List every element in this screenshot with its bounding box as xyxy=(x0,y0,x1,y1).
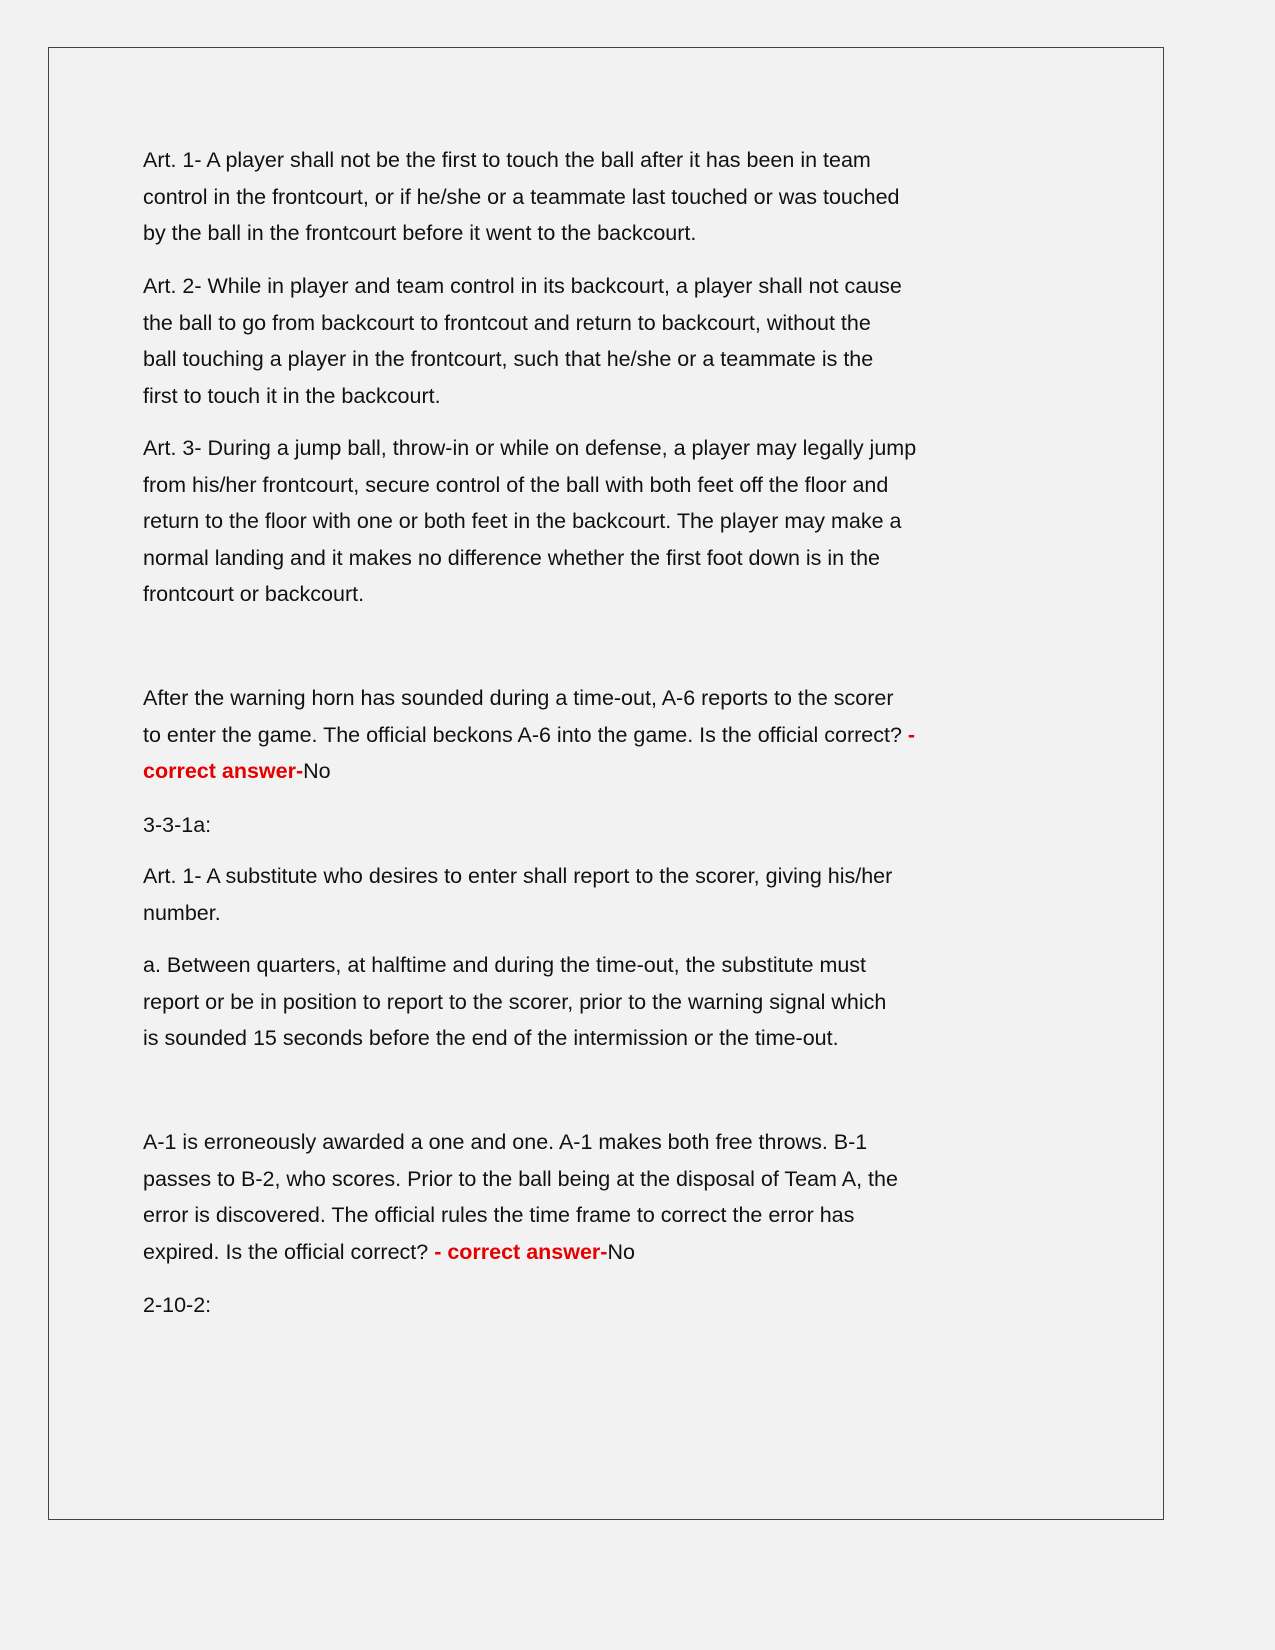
text-line: A-1 is erroneously awarded a one and one. A-1 makes both free throws. B-1 xyxy=(143,1130,868,1154)
text-line: first to touch it in the backcourt. xyxy=(143,383,441,408)
article-1a-substitute xyxy=(143,947,886,1057)
question-text: expired. Is the official correct? xyxy=(143,1239,435,1264)
text-line: number. xyxy=(143,900,221,925)
text-line xyxy=(143,1234,898,1271)
text-line: a. Between quarters, at halftime and during the time-out, the substitute must xyxy=(143,953,867,977)
text-line: After the warning horn has sounded during a time-out, A-6 reports to the scorer xyxy=(143,686,894,710)
question-1 xyxy=(143,680,915,790)
rule-reference-1 xyxy=(143,807,211,844)
text-line: 2-10-2: xyxy=(143,1293,212,1317)
text-line: normal landing and it makes no difference whether the first foot down is in the xyxy=(143,545,880,570)
question-2 xyxy=(143,1124,898,1270)
text-line: error is discovered. The official rules the time frame to correct the error has xyxy=(143,1203,855,1227)
text-line: Art. 3- During a jump ball, throw-in or while on defense, a player may legally jump xyxy=(143,436,917,460)
rule-reference-2 xyxy=(143,1287,211,1324)
answer-label: - correct answer- xyxy=(434,1239,608,1264)
article-3-backcourt xyxy=(143,430,916,613)
answer-value: No xyxy=(303,759,331,783)
article-1-substitute xyxy=(143,858,892,931)
text-line: from his/her frontcourt, secure control of the ball with both feet off the floor and xyxy=(143,472,889,497)
text-line: the ball to go from backcourt to frontcout and return to backcourt, without the xyxy=(143,310,871,335)
text-line: passes to B-2, who scores. Prior to the ball being at the disposal of Team A, the xyxy=(143,1166,898,1191)
answer-label: - xyxy=(907,722,916,747)
text-line: ball touching a player in the frontcourt, such that he/she or a teammate is the xyxy=(143,347,874,371)
text-line: report or be in position to report to the scorer, prior to the warning signal which xyxy=(143,989,887,1014)
answer-value: No xyxy=(607,1239,635,1264)
text-line: Art. 1- A substitute who desires to enter shall report to the scorer, giving his/her xyxy=(143,864,893,888)
text-line: by the ball in the frontcourt before it went to the backcourt. xyxy=(143,221,697,245)
text-line: 3-3-1a: xyxy=(143,813,212,837)
text-line: frontcourt or backcourt. xyxy=(143,582,365,606)
text-line: Art. 1- A player shall not be the first to touch the ball after it has been in team xyxy=(143,148,871,172)
question-text: to enter the game. The official beckons A-6 into the game. Is the official correct? xyxy=(143,722,908,747)
text-line: Art. 2- While in player and team control in its backcourt, a player shall not cause xyxy=(143,274,902,298)
text-line: control in the frontcourt, or if he/she or a teammate last touched or was touched xyxy=(143,184,900,209)
article-2-backcourt xyxy=(143,268,902,414)
text-line: is sounded 15 seconds before the end of the intermission or the time-out. xyxy=(143,1026,839,1050)
article-1-backcourt xyxy=(143,142,900,252)
answer-label: correct answer- xyxy=(143,759,304,783)
text-line: return to the floor with one or both feet in the backcourt. The player may make a xyxy=(143,509,902,533)
text-line xyxy=(143,753,915,790)
text-line xyxy=(143,717,915,754)
